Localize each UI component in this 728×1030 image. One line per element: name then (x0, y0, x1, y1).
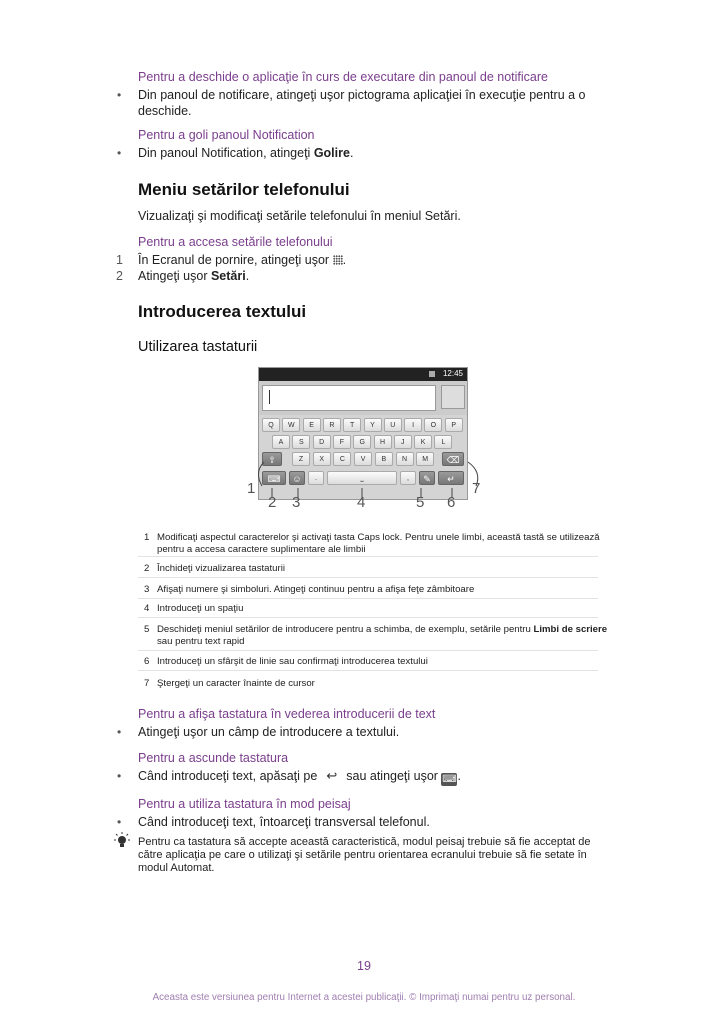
bullet: • (117, 815, 122, 829)
key-y[interactable]: Y (364, 418, 382, 432)
enter-icon: ↵ (447, 474, 455, 484)
callout-7: 7 (472, 480, 481, 497)
bullet-text: Când introduceţi text, întoarceţi transversal telefonul. (138, 815, 430, 829)
section-heading-open-running-app: Pentru a deschide o aplicaţie în curs de executare din panoul de notificare (138, 70, 548, 84)
legend-separator (138, 650, 598, 651)
backspace-icon: ⌫ (446, 455, 460, 465)
key-f[interactable]: F (333, 435, 351, 449)
legend-item-4: 4 Introduceţi un spaţiu (144, 603, 244, 614)
signal-icon (429, 371, 435, 377)
key-v[interactable]: V (354, 452, 372, 466)
key-e[interactable]: E (303, 418, 321, 432)
legend-item-1: 1 Modificaţi aspectul caracterelor şi activaţi tasta Caps lock. Pentru unele limbi, această tastă se utilizează pentru a accesa caractere suplimentare ale limbii (144, 532, 600, 555)
bullet-text: Atingeţi uşor un câmp de introducere a textului. (138, 725, 400, 739)
key-t[interactable]: T (343, 418, 361, 432)
legend-separator (138, 670, 598, 671)
shift-icon: ⇧ (268, 455, 276, 465)
period-key[interactable]: . (308, 471, 324, 485)
key-b[interactable]: B (375, 452, 393, 466)
key-d[interactable]: D (313, 435, 331, 449)
section-heading-access-settings: Pentru a accesa setările telefonului (138, 235, 333, 249)
legend-separator (138, 598, 598, 599)
bullet: • (117, 88, 122, 102)
space-icon: ⎵ (360, 475, 364, 482)
keyboard-icon: ⌨ (267, 474, 281, 484)
key-m[interactable]: M (416, 452, 434, 466)
keyboard-icon: ⌨ (442, 774, 457, 785)
application-grid-icon (333, 255, 343, 265)
bullet: • (117, 725, 122, 739)
key-r[interactable]: R (323, 418, 341, 432)
smiley-icon: ☺ (292, 474, 302, 484)
text-field[interactable] (262, 385, 436, 411)
tip-text: Pentru ca tastatura să accepte această caracteristică, modul peisaj trebuie să fie acceptat de către aplicaţia pe care o utilizaţi şi setările pentru orientarea ecranului trebuie să fie setate în modul Automat. (138, 836, 591, 874)
section-heading-landscape-keyboard: Pentru a utiliza tastatura în mod peisaj (138, 797, 351, 811)
key-l[interactable]: L (434, 435, 452, 449)
key-n[interactable]: N (396, 452, 414, 466)
legend-separator (138, 617, 598, 618)
key-s[interactable]: S (292, 435, 310, 449)
legend-item-7: 7 Ştergeţi un caracter înainte de cursor (144, 678, 315, 689)
legend-item-3: 3 Afişaţi numere şi simboluri. Atingeţi continuu pentru a afişa feţe zâmbitoare (144, 584, 475, 595)
key-i[interactable]: I (404, 418, 422, 432)
callout-lines (240, 450, 490, 500)
step-number: 1 (116, 253, 123, 267)
callout-3: 3 (292, 494, 301, 511)
key-j[interactable]: J (394, 435, 412, 449)
key-g[interactable]: G (353, 435, 371, 449)
status-clock: 12:45 (442, 369, 463, 378)
section-heading-show-keyboard: Pentru a afişa tastatura în vederea introducerii de text (138, 707, 436, 721)
bullet-text: Din panoul de notificare, atingeţi uşor pictograma aplicaţiei în execuţie pentru a o deschide. (138, 88, 586, 118)
key-o[interactable]: O (424, 418, 442, 432)
lightbulb-icon (113, 832, 131, 850)
callout-line-1 (258, 462, 264, 486)
callout-1: 1 (247, 480, 256, 497)
bullet-text: Când introduceţi text, apăsaţi pe ↩ sau atingeţi uşor ⌨. (138, 768, 461, 785)
bullet-text: Din panoul Notification, atingeţi Golire. (138, 146, 354, 160)
key-w[interactable]: W (282, 418, 300, 432)
key-p[interactable]: P (445, 418, 463, 432)
back-icon: ↩ (326, 768, 338, 783)
bullet: • (117, 769, 122, 783)
page-number: 19 (357, 959, 371, 973)
wrench-icon: ✎ (423, 474, 431, 484)
bullet: • (117, 146, 122, 160)
step-text: În Ecranul de pornire, atingeţi uşor . (138, 253, 347, 267)
section-heading-clear-notifications: Pentru a goli panoul Notification (138, 128, 315, 142)
callout-6: 6 (447, 494, 456, 511)
legend-separator (138, 577, 598, 578)
footer-note: Aceasta este versiunea pentru Internet a acestei publicaţii. © Imprimaţi numai pentru uz personal. (152, 992, 576, 1003)
key-c[interactable]: C (333, 452, 351, 466)
key-x[interactable]: X (313, 452, 331, 466)
legend-item-5: 5 Deschideţi meniul setărilor de introducere pentru a schimba, de exemplu, setările pentru Limbi de scriere sau pentru text rapid (144, 624, 608, 647)
section-title-text-input: Introducerea textului (138, 302, 307, 321)
key-h[interactable]: H (374, 435, 392, 449)
legend-item-2: 2 Închideţi vizualizarea tastaturii (144, 563, 285, 574)
key-z[interactable]: Z (292, 452, 310, 466)
text-cursor (269, 390, 270, 404)
status-bar (259, 368, 467, 381)
step-number: 2 (116, 269, 123, 283)
step-text: Atingeţi uşor Setări. (138, 269, 250, 283)
comma-key[interactable]: , (400, 471, 416, 485)
key-k[interactable]: K (414, 435, 432, 449)
callout-5: 5 (416, 494, 425, 511)
input-area (259, 381, 467, 415)
input-side-button[interactable] (441, 385, 465, 409)
section-intro: Vizualizaţi şi modificaţi setările telefonului în meniul Setări. (138, 209, 461, 223)
section-subtitle-using-keyboard: Utilizarea tastaturii (138, 339, 258, 355)
legend-separator (138, 556, 598, 557)
key-q[interactable]: Q (262, 418, 280, 432)
callout-2: 2 (268, 494, 277, 511)
legend-item-6: 6 Introduceţi un sfârşit de linie sau confirmaţi introducerea textului (144, 656, 428, 667)
section-heading-hide-keyboard: Pentru a ascunde tastatura (138, 751, 289, 765)
section-title-settings-menu: Meniu setărilor telefonului (138, 180, 350, 199)
key-a[interactable]: A (272, 435, 290, 449)
key-u[interactable]: U (384, 418, 402, 432)
callout-4: 4 (357, 494, 366, 511)
